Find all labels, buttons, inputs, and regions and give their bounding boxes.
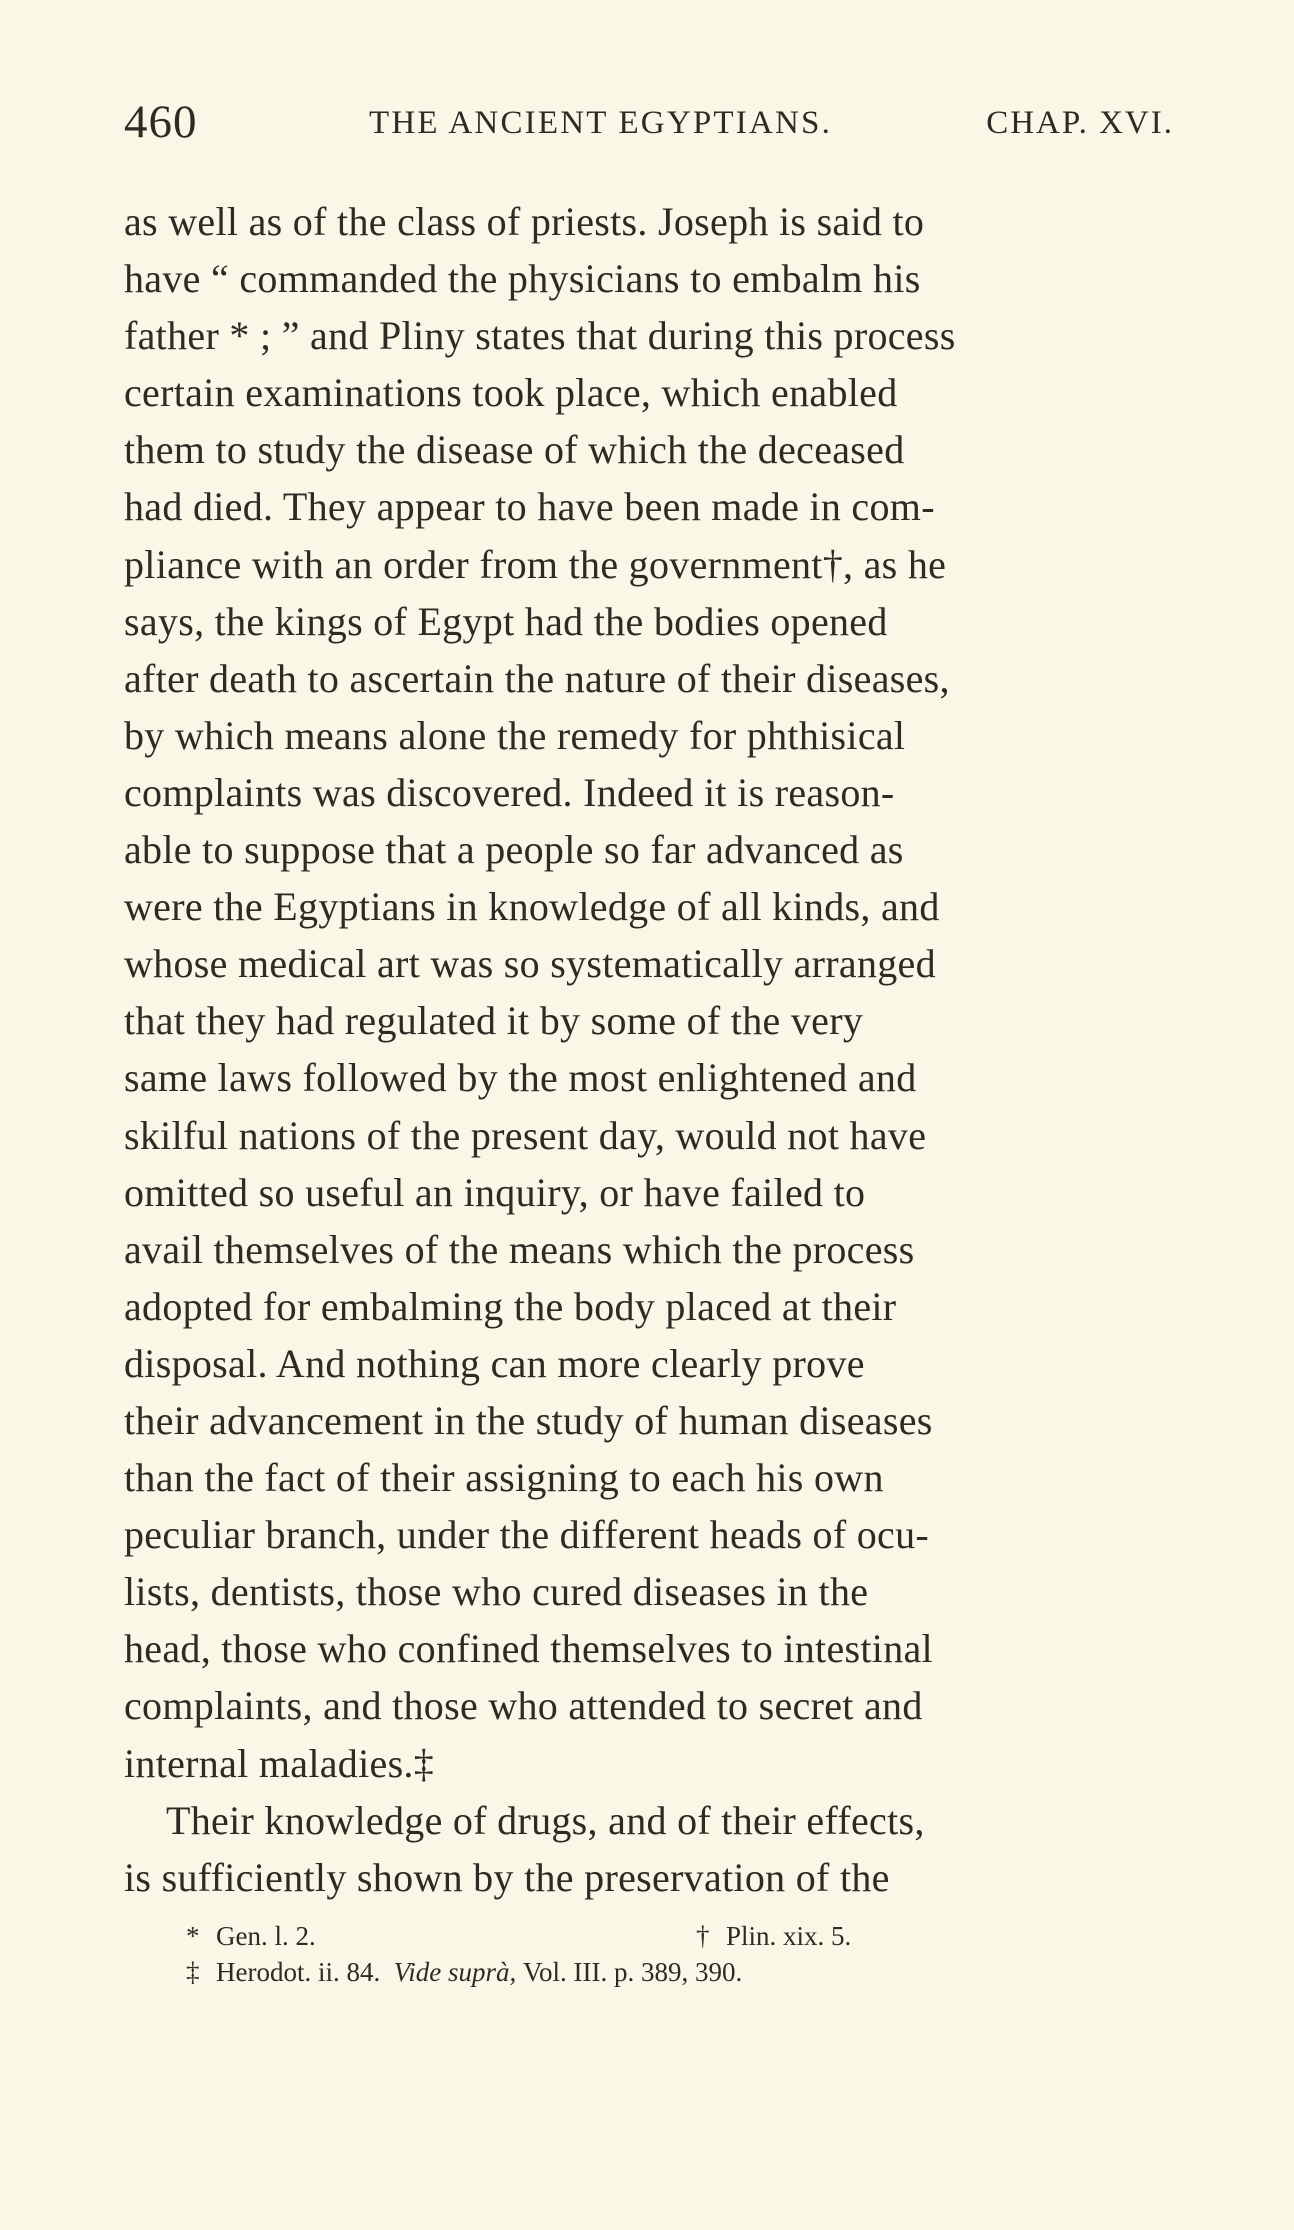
footnote-text: Herodot. ii. 84. <box>216 1957 381 1987</box>
text-line: is sufficiently shown by the preservation of the <box>124 1854 890 1900</box>
text-line: says, the kings of Egypt had the bodies opened <box>124 598 888 644</box>
text-line: father * ; ” and Pliny states that during this process <box>124 313 956 359</box>
footnotes <box>186 1918 1086 1990</box>
text-line: internal maladies.‡ <box>124 1740 435 1786</box>
text-line: that they had regulated it by some of the very <box>124 998 864 1044</box>
text-line: their advancement in the study of human diseases <box>124 1397 933 1443</box>
text-line: peculiar branch, under the different heads of ocu- <box>124 1512 930 1558</box>
text-line: disposal. And nothing can more clearly prove <box>124 1340 865 1386</box>
text-line: same laws followed by the most enlightened and <box>124 1055 917 1101</box>
footnote-gen <box>186 1918 316 1954</box>
text-line: have “ commanded the physicians to embalm his <box>124 256 921 302</box>
footnote-mark: † <box>696 1921 710 1951</box>
text-line: able to suppose that a people so far advanced as <box>124 827 904 873</box>
footnote-text: Vol. III. p. 389, 390. <box>522 1957 743 1987</box>
footnote-row <box>186 1954 1086 1990</box>
text-line: skilful nations of the present day, would not have <box>124 1112 927 1158</box>
body-text <box>124 193 1172 1906</box>
page-header <box>124 92 1174 152</box>
text-line: avail themselves of the means which the process <box>124 1226 915 1272</box>
text-line: them to study the disease of which the deceased <box>124 427 905 473</box>
footnote-text: Gen. l. 2. <box>216 1921 316 1951</box>
footnote-text: Plin. xix. 5. <box>726 1921 852 1951</box>
text-line: had died. They appear to have been made in com- <box>124 484 935 530</box>
chapter-label: CHAP. XVI. <box>986 105 1174 141</box>
text-line: whose medical art was so systematically arranged <box>124 941 936 987</box>
footnote-italic: Vide suprà, <box>393 1957 517 1987</box>
footnote-row <box>186 1918 1086 1954</box>
paragraph-start-line: Their knowledge of drugs, and of their effects, <box>166 1797 925 1843</box>
text-line: head, those who confined themselves to intestinal <box>124 1626 933 1672</box>
text-line: by which means alone the remedy for phthisical <box>124 712 906 758</box>
text-line: than the fact of their assigning to each his own <box>124 1455 884 1501</box>
text-line: pliance with an order from the government†, as he <box>124 541 947 587</box>
text-line: adopted for embalming the body placed at their <box>124 1283 897 1329</box>
footnote-mark: * <box>186 1921 200 1951</box>
text-line: lists, dentists, those who cured diseases in the <box>124 1569 869 1615</box>
text-line: complaints was discovered. Indeed it is reason- <box>124 769 895 815</box>
footnote-mark: ‡ <box>186 1957 200 1987</box>
text-line: after death to ascertain the nature of their diseases, <box>124 655 950 701</box>
text-line: certain examinations took place, which enabled <box>124 370 898 416</box>
text-line: as well as of the class of priests. Joseph is said to <box>124 199 925 244</box>
running-head: THE ANCIENT EGYPTIANS. <box>369 105 833 141</box>
text-line: were the Egyptians in knowledge of all kinds, and <box>124 884 940 930</box>
footnote-herodot <box>186 1954 742 1990</box>
text-line: omitted so useful an inquiry, or have failed to <box>124 1169 866 1215</box>
text-line: complaints, and those who attended to secret and <box>124 1683 923 1729</box>
footnote-plin <box>696 1918 851 1954</box>
page-number: 460 <box>124 96 198 148</box>
